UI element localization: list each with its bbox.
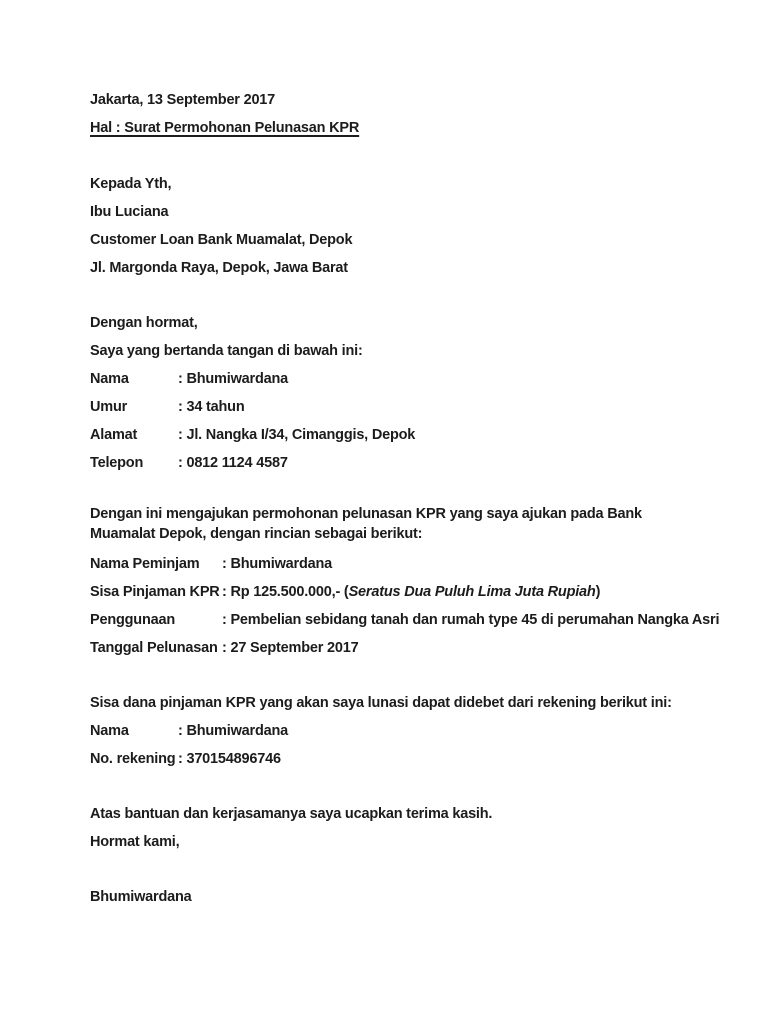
identity-value: : Bhumiwardana	[178, 371, 288, 387]
subject-line: Hal : Surat Permohonan Pelunasan KPR	[90, 120, 360, 136]
loan-value: : Bhumiwardana	[222, 556, 332, 572]
recipient-salutation: Kepada Yth,	[90, 176, 172, 192]
identity-value: : 0812 1124 4587	[178, 455, 288, 471]
loan-row-sisa-pinjaman	[90, 578, 708, 606]
account-value: : 370154896746	[178, 751, 281, 767]
sign-off: Hormat kami,	[90, 834, 180, 850]
account-value: : Bhumiwardana	[178, 723, 288, 739]
spacer	[90, 142, 708, 170]
recipient-name: Ibu Luciana	[90, 204, 169, 220]
loan-value: : Pembelian sebidang tanah dan rumah type 45 di perumahan Nangka Asri	[222, 612, 720, 628]
account-row-nama	[90, 717, 708, 745]
identity-row-umur	[90, 393, 708, 421]
loan-row-nama-peminjam	[90, 550, 708, 578]
signature-name: Bhumiwardana	[90, 889, 192, 905]
spacer	[90, 282, 708, 309]
date-line: Jakarta, 13 September 2017	[90, 92, 276, 108]
loan-label: Nama Peminjam	[90, 556, 200, 572]
identity-row-nama	[90, 365, 708, 393]
identity-intro: Saya yang bertanda tangan di bawah ini:	[90, 343, 363, 359]
recipient-address: Jl. Margonda Raya, Depok, Jawa Barat	[90, 260, 348, 276]
account-row-rekening	[90, 745, 708, 773]
loan-value-prefix: : Rp 125.500.000,- (	[222, 584, 349, 600]
loan-label: Sisa Pinjaman KPR	[90, 584, 220, 600]
account-label: Nama	[90, 723, 129, 739]
recipient-position: Customer Loan Bank Muamalat, Depok	[90, 232, 353, 248]
spacer	[90, 662, 708, 689]
identity-row-alamat	[90, 421, 708, 449]
loan-value	[222, 578, 600, 606]
identity-label: Alamat	[90, 427, 138, 443]
identity-label: Telepon	[90, 455, 144, 471]
loan-row-penggunaan	[90, 606, 720, 634]
spacer	[90, 773, 708, 800]
closing-thanks: Atas bantuan dan kerjasamanya saya ucapkan terima kasih.	[90, 806, 493, 822]
loan-label: Tanggal Pelunasan	[90, 640, 218, 656]
identity-value: : 34 tahun	[178, 399, 245, 415]
loan-label: Penggunaan	[90, 612, 176, 628]
identity-label: Umur	[90, 399, 128, 415]
spacer	[90, 477, 708, 504]
loan-value-suffix: )	[595, 584, 601, 600]
loan-value: : 27 September 2017	[222, 640, 359, 656]
identity-row-telepon	[90, 449, 708, 477]
loan-row-tanggal-pelunasan	[90, 634, 708, 662]
opening-greeting: Dengan hormat,	[90, 315, 198, 331]
account-label: No. rekening	[90, 751, 176, 767]
debit-intro: Sisa dana pinjaman KPR yang akan saya lunasi dapat didebet dari rekening berikut ini:	[90, 695, 672, 711]
loan-value-terbilang: Seratus Dua Puluh Lima Juta Rupiah	[348, 584, 596, 600]
identity-label: Nama	[90, 371, 129, 387]
spacer	[90, 856, 708, 883]
identity-value: : Jl. Nangka I/34, Cimanggis, Depok	[178, 427, 416, 443]
request-paragraph: Dengan ini mengajukan permohonan pelunasan KPR yang saya ajukan pada Bank Muamalat Depok, dengan rincian sebagai berikut:	[90, 506, 642, 542]
